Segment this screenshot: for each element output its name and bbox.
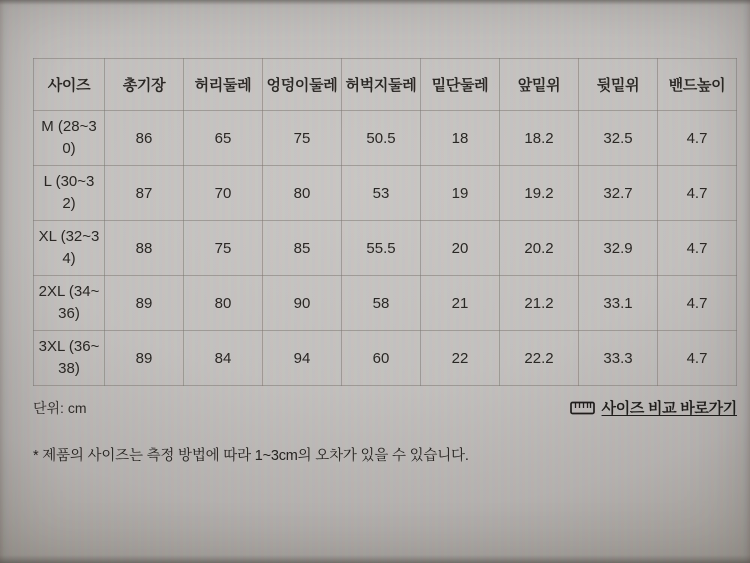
size-table-container xyxy=(33,58,737,386)
table-cell: 80 xyxy=(263,166,342,221)
column-header-waist: 허리둘레 xyxy=(184,59,263,111)
table-cell: 84 xyxy=(184,331,263,386)
table-cell: 21 xyxy=(421,276,500,331)
table-cell: 70 xyxy=(184,166,263,221)
table-cell: 20 xyxy=(421,221,500,276)
size-cell: 3XL (36~38) xyxy=(34,331,105,386)
table-cell: 65 xyxy=(184,111,263,166)
size-compare-link[interactable] xyxy=(570,397,737,418)
table-cell: 4.7 xyxy=(658,276,737,331)
column-header-front-rise: 앞밑위 xyxy=(500,59,579,111)
table-cell: 32.9 xyxy=(579,221,658,276)
table-cell: 75 xyxy=(184,221,263,276)
table-cell: 32.7 xyxy=(579,166,658,221)
table-footer-bar xyxy=(33,397,737,418)
ruler-icon xyxy=(570,401,595,415)
table-cell: 87 xyxy=(105,166,184,221)
table-cell: 20.2 xyxy=(500,221,579,276)
column-header-size: 사이즈 xyxy=(34,59,105,111)
size-table xyxy=(33,58,737,386)
table-cell: 32.5 xyxy=(579,111,658,166)
size-cell: 2XL (34~36) xyxy=(34,276,105,331)
table-cell: 90 xyxy=(263,276,342,331)
table-cell: 19 xyxy=(421,166,500,221)
table-cell: 4.7 xyxy=(658,331,737,386)
column-header-total-length: 총기장 xyxy=(105,59,184,111)
table-row xyxy=(34,111,737,166)
table-row xyxy=(34,276,737,331)
table-cell: 55.5 xyxy=(342,221,421,276)
column-header-back-rise: 뒷밑위 xyxy=(579,59,658,111)
table-cell: 53 xyxy=(342,166,421,221)
table-row xyxy=(34,331,737,386)
table-cell: 89 xyxy=(105,331,184,386)
table-cell: 85 xyxy=(263,221,342,276)
table-cell: 18 xyxy=(421,111,500,166)
table-cell: 21.2 xyxy=(500,276,579,331)
table-cell: 60 xyxy=(342,331,421,386)
size-cell: M (28~30) xyxy=(34,111,105,166)
table-row xyxy=(34,221,737,276)
table-cell: 22.2 xyxy=(500,331,579,386)
table-row xyxy=(34,166,737,221)
unit-label: 단위: cm xyxy=(33,399,87,416)
table-cell: 94 xyxy=(263,331,342,386)
size-note: * 제품의 사이즈는 측정 방법에 따라 1~3cm의 오차가 있을 수 있습니다. xyxy=(33,448,469,464)
size-cell: XL (32~34) xyxy=(34,221,105,276)
table-cell: 19.2 xyxy=(500,166,579,221)
table-cell: 50.5 xyxy=(342,111,421,166)
table-cell: 80 xyxy=(184,276,263,331)
table-cell: 75 xyxy=(263,111,342,166)
table-cell: 89 xyxy=(105,276,184,331)
size-compare-link-label: 사이즈 비교 바로가기 xyxy=(601,400,737,417)
table-cell: 33.1 xyxy=(579,276,658,331)
table-cell: 4.7 xyxy=(658,111,737,166)
column-header-hip: 엉덩이둘레 xyxy=(263,59,342,111)
size-cell: L (30~32) xyxy=(34,166,105,221)
table-cell: 22 xyxy=(421,331,500,386)
column-header-band-height: 밴드높이 xyxy=(658,59,737,111)
table-cell: 4.7 xyxy=(658,221,737,276)
table-cell: 18.2 xyxy=(500,111,579,166)
table-cell: 86 xyxy=(105,111,184,166)
table-cell: 33.3 xyxy=(579,331,658,386)
table-cell: 88 xyxy=(105,221,184,276)
table-cell: 58 xyxy=(342,276,421,331)
header-row xyxy=(34,59,737,111)
table-cell: 4.7 xyxy=(658,166,737,221)
column-header-thigh: 허벅지둘레 xyxy=(342,59,421,111)
column-header-hem: 밑단둘레 xyxy=(421,59,500,111)
